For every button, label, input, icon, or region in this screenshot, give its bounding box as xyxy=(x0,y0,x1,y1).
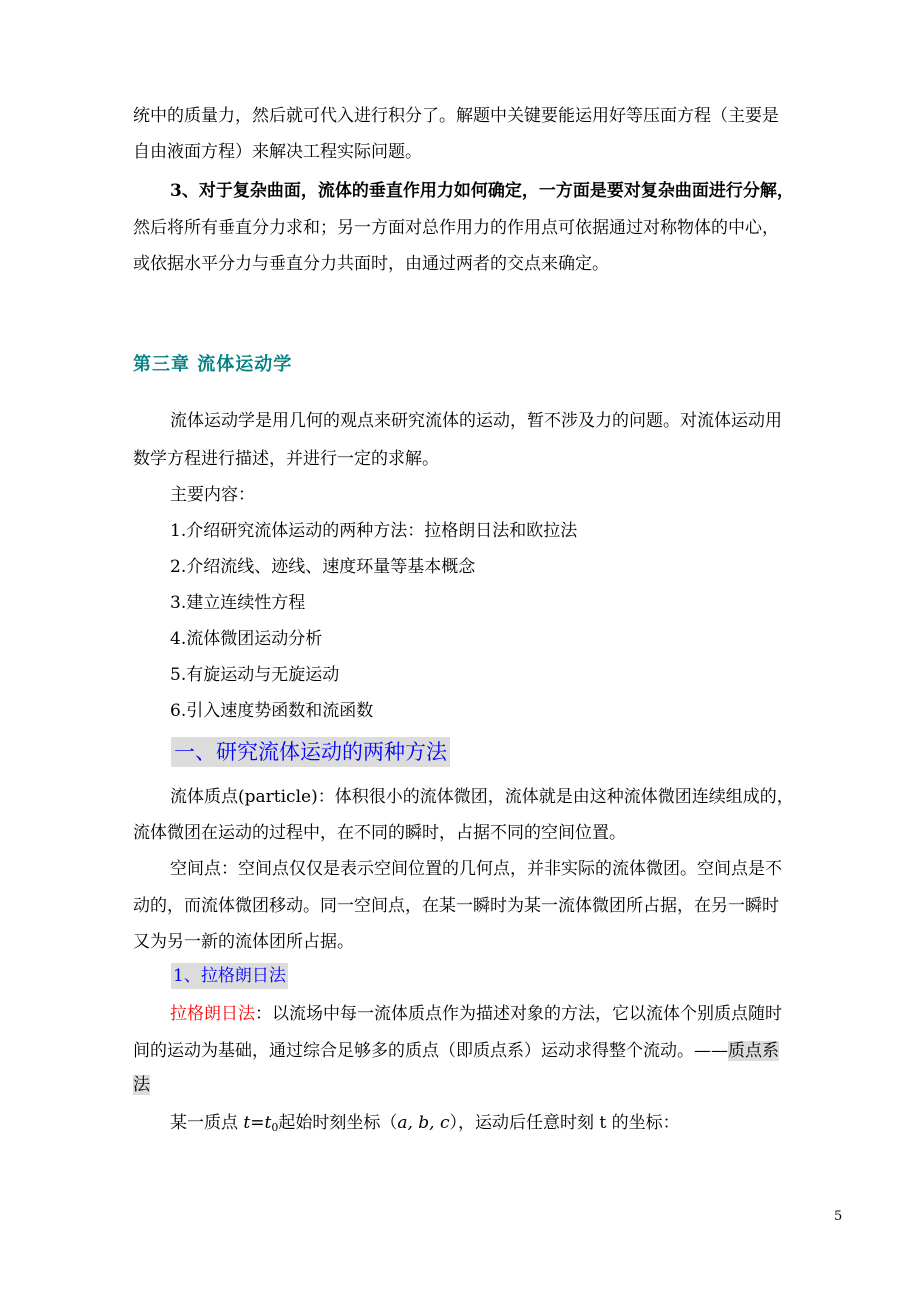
contents-item: 3.建立连续性方程 xyxy=(170,593,306,613)
contents-item: 6.引入速度势函数和流函数 xyxy=(170,701,374,721)
equals-sign: = xyxy=(250,1113,265,1133)
text-line: 流体质点(particle)：体积很小的流体微团，流体就是由这种流体微团连续组成的， xyxy=(170,787,794,807)
contents-item: 1.介绍研究流体运动的两种方法：拉格朗日法和欧拉法 xyxy=(170,521,578,541)
contents-item: 2.介绍流线、迹线、速度环量等基本概念 xyxy=(170,557,476,577)
coord-line xyxy=(170,1112,680,1134)
lagrange-line xyxy=(170,1003,782,1025)
page-number: 5 xyxy=(834,1209,843,1224)
subscript: 0 xyxy=(271,1121,279,1134)
text-line: 空间点：空间点仅仅是表示空间位置的几何点，并非实际的流体微团。空间点是不 xyxy=(170,859,782,879)
highlight-text: 法 xyxy=(133,1075,150,1095)
text-line: 数学方程进行描述，并进行一定的求解。 xyxy=(133,449,439,469)
section-heading: 一、研究流体运动的两种方法 xyxy=(171,737,450,767)
contents-item: 5.有旋运动与无旋运动 xyxy=(170,665,340,685)
text-line: 3、对于复杂曲面，流体的垂直作用力如何确定，一方面是要对复杂曲面进行分解， xyxy=(170,181,794,201)
coord-prefix: 某一质点 xyxy=(170,1113,244,1133)
text-line: 流体运动学是用几何的观点来研究流体的运动，暂不涉及力的问题。对流体运动用 xyxy=(170,411,782,431)
subsection-heading: 1、拉格朗日法 xyxy=(171,963,288,989)
chapter-title: 第三章 流体运动学 xyxy=(133,354,293,375)
coord-vars: a, b, c xyxy=(397,1113,450,1133)
time-var: t xyxy=(264,1113,272,1133)
text-line: 动的，而流体微团移动。同一空间点，在某一瞬时为某一流体微团所占据，在另一瞬时 xyxy=(133,896,779,916)
text-line: 或依据水平分力与垂直分力共面时，由通过两者的交点来确定。 xyxy=(133,254,609,274)
highlight-text: 质点系 xyxy=(728,1041,779,1061)
lagrange-text: 间的运动为基础，通过综合足够多的质点（即质点系）运动求得整个流动。—— xyxy=(133,1041,728,1061)
coord-text: 起始时刻坐标（ xyxy=(278,1113,398,1133)
text-line: 自由液面方程）来解决工程实际问题。 xyxy=(133,142,422,162)
lagrange-line xyxy=(133,1074,150,1096)
contents-item: 4.流体微团运动分析 xyxy=(170,629,323,649)
lagrange-term: 拉格朗日法 xyxy=(170,1004,255,1024)
coord-text: ），运动后任意时刻 t 的坐标： xyxy=(449,1113,680,1133)
contents-heading: 主要内容： xyxy=(170,485,255,505)
time-var: t xyxy=(243,1113,251,1133)
text-line: 然后将所有垂直分力求和；另一方面对总作用力的作用点可依据通过对称物体的中心， xyxy=(133,218,779,238)
text-line: 统中的质量力，然后就可代入进行积分了。解题中关键要能运用好等压面方程（主要是 xyxy=(133,106,779,126)
lagrange-text: ：以流场中每一流体质点作为描述对象的方法，它以流体个别质点随时 xyxy=(255,1004,782,1024)
text-line: 流体微团在运动的过程中，在不同的瞬时，占据不同的空间位置。 xyxy=(133,823,626,843)
lagrange-line xyxy=(133,1040,779,1062)
text-line: 又为另一新的流体团所占据。 xyxy=(133,932,354,952)
